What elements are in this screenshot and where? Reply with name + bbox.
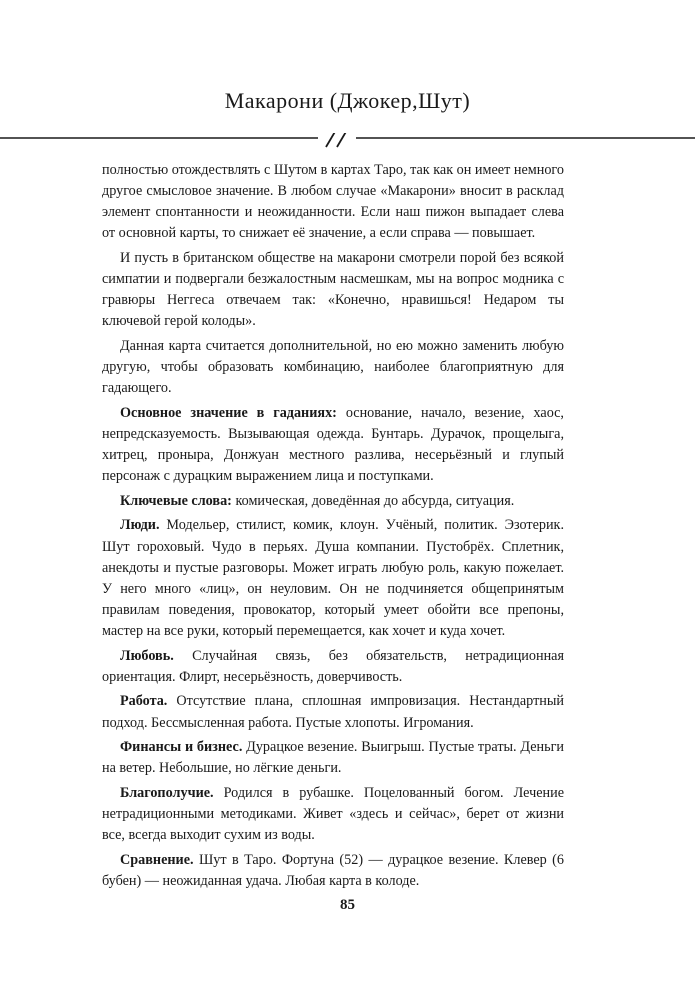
section-label: Ключевые слова: xyxy=(120,492,232,509)
section-label: Сравнение. xyxy=(120,851,194,868)
divider-slash-left xyxy=(326,133,336,147)
body-text xyxy=(102,160,564,896)
paragraph-wellbeing: Благополучие. Родился в рубашке. Поцелованный богом. Лечение нетрадиционными методиками. Живет «здесь и сейчас», берет от жизни все, всегда выходит сухим из воды. xyxy=(102,784,564,844)
section-label: Работа. xyxy=(120,693,168,710)
paragraph: И пусть в британском обществе на макарони смотрели порой без всякой симпатии и подвергали безжалостным насмешкам, мы на вопрос модника с гравюры Неггеса отвечаем так: «Конечно, нравишься! Недаром ты ключевой герой колоды». xyxy=(102,249,564,330)
paragraph-keywords: Ключевые слова: комическая, доведённая до абсурда, ситуация. xyxy=(120,492,515,509)
section-label: Благополучие. xyxy=(120,784,214,801)
section-label: Основное значение в гаданиях: xyxy=(120,404,337,421)
paragraph: полностью отождествлять с Шутом в картах Таро, так как он имеет немного другое смысловое значение. В любом случае «Макарони» вносит в расклад элемент спонтанности и неожиданности. Если наш пижон выпадает слева от основной карты, то снижает её значение, а если справа — повышает. xyxy=(102,162,564,242)
paragraph-love: Любовь. Случайная связь, без обязательств, нетрадиционная ориентация. Флирт, несерьёзность, доверчивость. xyxy=(102,647,564,685)
section-label: Люди. xyxy=(120,517,160,534)
running-header: Макарони (Джокер,Шут) xyxy=(224,88,471,113)
page-number: 85 xyxy=(340,897,355,913)
paragraph-finance: Финансы и бизнес. Дурацкое везение. Выигрыш. Пустые траты. Деньги на ветер. Небольшие, но лёгкие деньги. xyxy=(102,739,565,777)
paragraph: Данная карта считается дополнительной, но ею можно заменить любую другую, чтобы образовать комбинацию, наиболее благоприятную для гадающего. xyxy=(102,337,564,397)
section-label: Финансы и бизнес. xyxy=(120,739,243,756)
paragraph-people: Люди. Модельер, стилист, комик, клоун. Учёный, политик. Эзотерик. Шут гороховый. Чудо в перьях. Душа компании. Пустобрёх. Сплетник, анекдоты и пустые разговоры. Может играть любую роль, какую пожелает. У него много «лиц», он неуловим. Он не подчиняется общепринятым правилам поведения, провокатор, который умеет обойти все препоны, мастер на все руки, который перемещается, как хочет и куда хочет. xyxy=(102,517,564,639)
divider-slash-right xyxy=(337,133,347,147)
header-divider xyxy=(0,133,695,157)
paragraph-main-meaning: Основное значение в гаданиях: основание, начало, везение, хаос, непредсказуемость. Вызывающая одежда. Бунтарь. Дурачок, прощелыга, хитрец, пронырa, Донжуан местного разлива, несерьёзный и глупый персонаж с дурацким выражением лица и поступками. xyxy=(102,404,564,485)
section-label: Любовь. xyxy=(120,647,174,664)
paragraph-work: Работа. Отсутствие плана, сплошная импровизация. Нестандартный подход. Бессмысленная работа. Пустые хлопоты. Игромания. xyxy=(102,693,564,731)
paragraph-comparison: Сравнение. Шут в Таро. Фортуна (52) — дурацкое везение. Клевер (6 бубен) — неожиданная удача. Любая карта в колоде. xyxy=(102,851,564,889)
